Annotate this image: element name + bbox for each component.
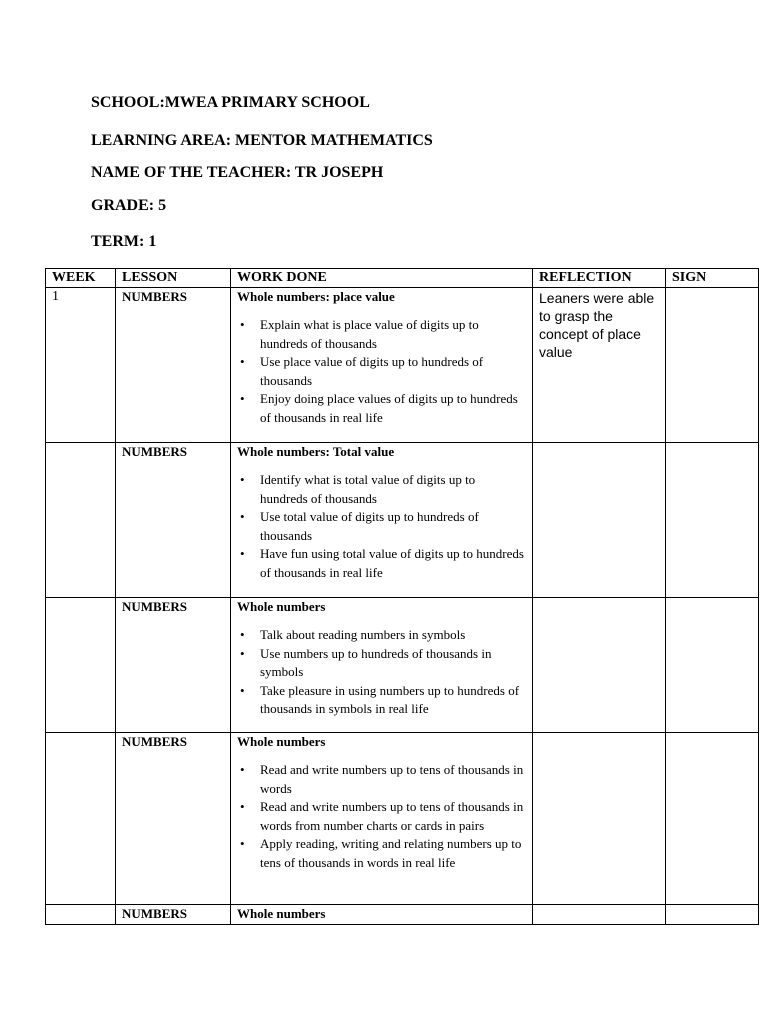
list-item: • Use place value of digits up to hundreds of thousands <box>260 353 526 390</box>
list-item: • Enjoy doing place values of digits up to hundreds of thousands in real life <box>260 390 526 427</box>
work-done-cell <box>231 905 533 925</box>
reflection-cell <box>533 733 666 905</box>
list-item: • Identify what is total value of digits up to hundreds of thousands <box>260 471 526 508</box>
sign-cell <box>666 288 759 443</box>
objectives-list <box>237 626 526 719</box>
list-item: • Take pleasure in using numbers up to hundreds of thousands in symbols in real life <box>260 682 526 719</box>
col-header-sign: SIGN <box>666 269 759 288</box>
week-cell <box>46 598 116 733</box>
list-item: • Talk about reading numbers in symbols <box>260 626 526 645</box>
term: TERM: 1 <box>91 233 157 250</box>
table-header-row <box>46 269 759 288</box>
col-header-reflection: REFLECTION <box>533 269 666 288</box>
col-header-work-done: WORK DONE <box>231 269 533 288</box>
work-title: Whole numbers: Total value <box>237 444 395 459</box>
list-item: • Have fun using total value of digits up to hundreds of thousands in real life <box>260 545 526 582</box>
week-cell <box>46 443 116 598</box>
list-item: • Explain what is place value of digits up to hundreds of thousands <box>260 316 526 353</box>
work-title: Whole numbers <box>237 599 326 614</box>
work-done-cell <box>231 288 533 443</box>
week-cell <box>46 733 116 905</box>
list-item: • Use total value of digits up to hundreds of thousands <box>260 508 526 545</box>
reflection-cell <box>533 905 666 925</box>
table-row <box>46 288 759 443</box>
objectives-list <box>237 471 526 583</box>
list-item: • Apply reading, writing and relating numbers up to tens of thousands in words in real life <box>260 835 526 872</box>
lesson-cell: NUMBERS <box>116 443 231 598</box>
work-title: Whole numbers <box>237 906 326 921</box>
learning-area: LEARNING AREA: MENTOR MATHEMATICS <box>91 132 433 149</box>
sign-cell <box>666 443 759 598</box>
lesson-cell: NUMBERS <box>116 733 231 905</box>
work-done-cell <box>231 443 533 598</box>
list-item: • Read and write numbers up to tens of thousands in words <box>260 761 526 798</box>
school-name: SCHOOL:MWEA PRIMARY SCHOOL <box>91 94 370 111</box>
table-row <box>46 443 759 598</box>
grade: GRADE: 5 <box>91 197 167 214</box>
list-item: • Read and write numbers up to tens of thousands in words from number charts or cards in pairs <box>260 798 526 835</box>
reflection-cell: Leaners were able to grasp the concept of place value <box>533 288 666 443</box>
objectives-list <box>237 316 526 428</box>
work-title: Whole numbers: place value <box>237 289 395 304</box>
week-cell <box>46 905 116 925</box>
work-done-cell <box>231 733 533 905</box>
list-item: • Use numbers up to hundreds of thousands in symbols <box>260 645 526 682</box>
week-cell: 1 <box>46 288 116 443</box>
record-of-work-table <box>45 268 759 925</box>
table-row <box>46 733 759 905</box>
table-row <box>46 905 759 925</box>
sign-cell <box>666 598 759 733</box>
lesson-cell: NUMBERS <box>116 905 231 925</box>
objectives-list <box>237 761 526 873</box>
lesson-cell: NUMBERS <box>116 288 231 443</box>
work-done-cell <box>231 598 533 733</box>
work-title: Whole numbers <box>237 734 326 749</box>
reflection-cell <box>533 598 666 733</box>
col-header-lesson: LESSON <box>116 269 231 288</box>
reflection-cell <box>533 443 666 598</box>
lesson-cell: NUMBERS <box>116 598 231 733</box>
sign-cell <box>666 905 759 925</box>
col-header-week: WEEK <box>46 269 116 288</box>
teacher-name: NAME OF THE TEACHER: TR JOSEPH <box>91 164 384 181</box>
table-row <box>46 598 759 733</box>
sign-cell <box>666 733 759 905</box>
